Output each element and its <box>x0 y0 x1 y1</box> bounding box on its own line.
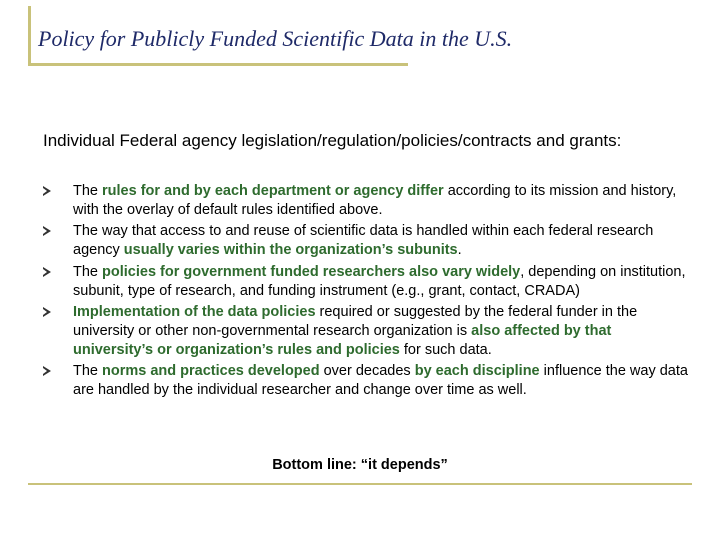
bullet-text: The <box>73 183 103 199</box>
arrow-bullet-icon <box>43 267 51 277</box>
highlighted-text: usually varies within the organization’s subunits <box>123 242 458 259</box>
highlighted-text: also affected by that university’s or organization’s rules and policies <box>73 322 612 358</box>
bullet-text: The way that access to and reuse of scientific data is handled within each federal research agency <box>73 223 654 259</box>
arrow-bullet-icon <box>43 366 51 376</box>
highlighted-text: Implementation of the data policies <box>73 304 316 321</box>
bullet-text: according to its mission and history, with the overlay of default rules identified above. <box>73 183 677 218</box>
title-accent-vertical <box>28 6 31 64</box>
bullet-text: The <box>73 263 103 280</box>
bullet-list <box>43 182 693 403</box>
highlighted-text: rules for and by each department or agency differ <box>102 183 444 199</box>
title-accent-horizontal <box>28 63 408 66</box>
highlighted-text: norms and practices developed <box>102 363 320 380</box>
bottom-line: Bottom line: “it depends” <box>272 457 448 473</box>
arrow-bullet-icon <box>43 226 51 236</box>
highlighted-text: by each discipline <box>414 363 540 380</box>
highlighted-text: policies for government funded researchers also vary widely <box>102 263 521 280</box>
footer-rule <box>28 483 692 485</box>
bullet-text: over decades <box>319 363 415 380</box>
arrow-bullet-icon <box>43 186 51 196</box>
bullet-text: required or suggested by the federal funder in the university or other non-governmental research organization is <box>73 304 638 339</box>
intro-text: Individual Federal agency legislation/regulation/policies/contracts and grants: <box>43 131 622 150</box>
bullet-text: influence the way data are handled by the individual researcher and change over time as well. <box>73 363 688 399</box>
bullet-item <box>43 303 693 359</box>
bullet-item <box>43 182 693 219</box>
bullet-text: . <box>457 242 462 259</box>
slide-title: Policy for Publicly Funded Scientific Data in the U.S. <box>38 26 513 51</box>
bullet-text: The <box>73 363 103 380</box>
bullet-item <box>43 362 693 399</box>
bullet-item <box>43 263 693 300</box>
bullet-text: , depending on institution, subunit, type of research, and funding instrument (e.g., grant, contact, CRADA) <box>73 263 686 299</box>
arrow-bullet-icon <box>43 307 51 317</box>
bullet-item <box>43 222 693 259</box>
bullet-text: for such data. <box>399 341 492 358</box>
